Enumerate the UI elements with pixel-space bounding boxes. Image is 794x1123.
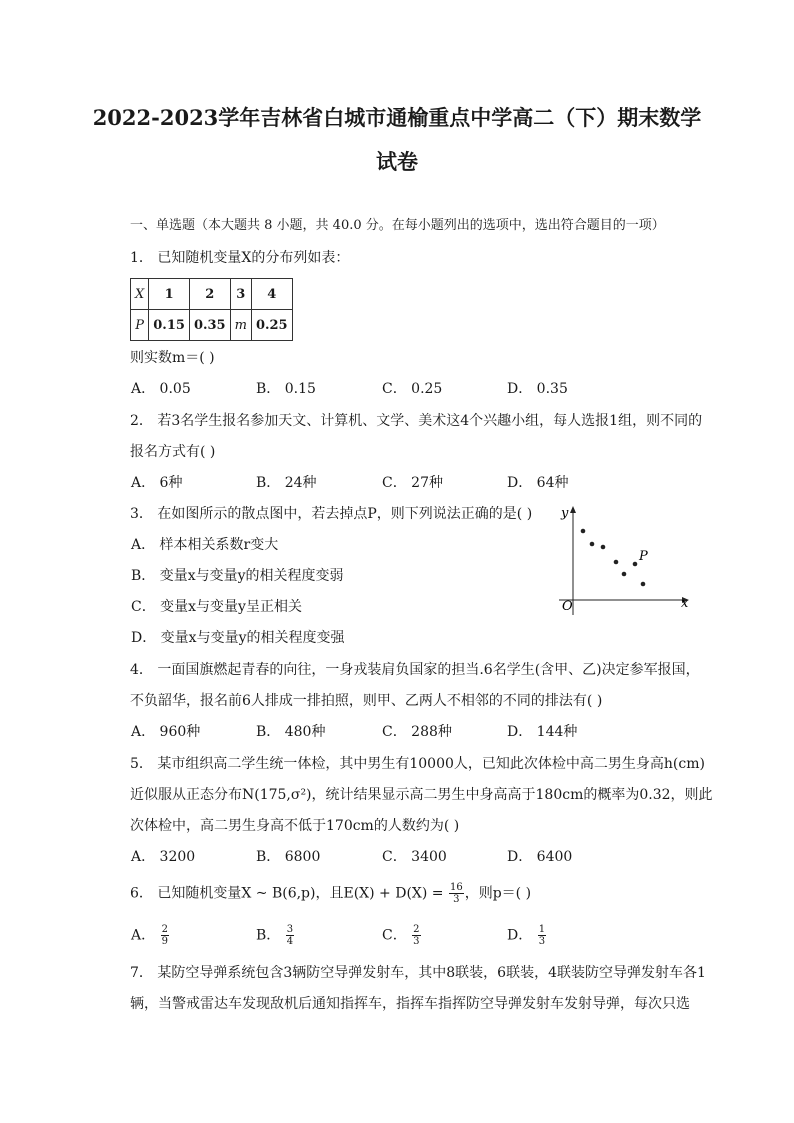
q3-option-c: C． 变量x与变量y呈正相关	[131, 599, 302, 615]
q4-stem-line2: 不负韶华，报名前6人排成一排拍照，则甲、乙两人不相邻的不同的排法有( )	[130, 693, 603, 709]
fraction-denominator: 9	[161, 936, 168, 947]
x-axis-label: x	[681, 596, 689, 611]
q6-option-c	[382, 924, 422, 947]
q5-option-b: B． 6800	[256, 849, 321, 865]
q3-option-b: B． 变量x与变量y的相关程度变弱	[131, 568, 344, 584]
table-row	[131, 279, 293, 310]
q3-option-a: A． 样本相关系数r变大	[131, 537, 279, 553]
scatter-point	[590, 542, 595, 547]
origin-label: O	[562, 599, 573, 614]
q5-option-c: C． 3400	[382, 849, 447, 865]
scatter-point	[622, 572, 627, 577]
q1-option-a: A． 0.05	[131, 381, 191, 397]
q2-stem-line2: 报名方式有( )	[130, 444, 216, 460]
q1-option-b: B． 0.15	[256, 381, 316, 397]
q6-stem	[130, 882, 531, 905]
q5-stem-line2: 近似服从正态分布N(175,σ²)，统计结果显示高二男生中身高高于180cm的概率为0.32，则此	[130, 787, 713, 803]
fraction-numerator: 16	[449, 882, 463, 893]
q5-stem-line3: 次体检中，高二男生身高不低于170cm的人数约为( )	[130, 818, 460, 834]
q6-stem-tail: ，则p＝( )	[464, 885, 532, 902]
table-cell: P	[131, 310, 149, 341]
q5-stem-line1: 5． 某市组织高二学生统一体检，其中男生有10000人，已知此次体检中高二男生身高h(cm)	[130, 756, 705, 772]
q3-stem: 3． 在如图所示的散点图中，若去掉点P，则下列说法正确的是( )	[130, 506, 533, 522]
q6-stem-text: 6． 已知随机变量X ~ B(6,p)，且E(X) + D(X) =	[130, 885, 448, 902]
table-cell: 0.25	[251, 310, 292, 341]
fraction-numerator: 3	[286, 924, 294, 935]
section-heading: 一、单选题（本大题共 8 小题，共 40.0 分。在每小题列出的选项中，选出符合题目的一项）	[130, 218, 665, 233]
q4-option-b: B． 480种	[256, 724, 326, 740]
option-fraction	[161, 924, 169, 947]
scatter-point	[641, 582, 646, 587]
fraction-numerator: 2	[413, 924, 420, 935]
fraction-denominator: 3	[453, 894, 460, 905]
q6-option-d	[507, 924, 547, 947]
q4-option-d: D． 144种	[507, 724, 578, 740]
distribution-table	[130, 278, 293, 341]
scatter-point	[614, 560, 619, 565]
table-row	[131, 310, 293, 341]
scatter-point	[601, 545, 606, 550]
table-cell: 1	[149, 279, 190, 310]
table-cell: 4	[251, 279, 292, 310]
q1-option-d: D． 0.35	[507, 381, 568, 397]
q4-option-c: C． 288种	[382, 724, 452, 740]
q6-option-b	[256, 924, 295, 947]
q6-stem-fraction	[449, 882, 464, 905]
table-cell: 2	[189, 279, 230, 310]
option-label: A．	[131, 927, 156, 944]
q2-option-a: A． 6种	[131, 475, 183, 491]
scatter-plot	[555, 503, 695, 621]
exam-title-line1: 2022-2023学年吉林省白城市通榆重点中学高二（下）期末数学	[92, 105, 702, 130]
table-cell: 0.15	[149, 310, 190, 341]
q7-stem-line2: 辆，当警戒雷达车发现敌机后通知指挥车，指挥车指挥防空导弹发射车发射导弹，每次只选	[130, 996, 690, 1012]
q1-stem: 1． 已知随机变量X的分布列如表：	[130, 250, 350, 266]
table-cell: 0.35	[189, 310, 230, 341]
option-fraction	[286, 924, 294, 947]
q5-option-d: D． 6400	[507, 849, 573, 865]
scatter-point	[581, 529, 586, 534]
table-cell: 3	[230, 279, 251, 310]
q2-stem-line1: 2． 若3名学生报名参加天文、计算机、文学、美术这4个兴趣小组，每人选报1组，则不同的	[130, 413, 703, 429]
q6-option-a	[131, 924, 170, 947]
q1-option-c: C． 0.25	[382, 381, 443, 397]
exam-title-line2: 试卷	[376, 149, 418, 174]
q2-option-b: B． 24种	[256, 475, 317, 491]
fraction-denominator: 3	[413, 936, 420, 947]
y-axis-arrow	[570, 506, 576, 513]
fraction-numerator: 1	[538, 924, 546, 935]
table-cell: m	[230, 310, 251, 341]
q1-ask: 则实数m＝( )	[130, 350, 215, 366]
option-label: C．	[382, 927, 407, 944]
q7-stem-line1: 7． 某防空导弹系统包含3辆防空导弹发射车，其中8联装，6联装，4联装防空导弹发射车各1	[130, 965, 706, 981]
table-cell: X	[131, 279, 149, 310]
fraction-denominator: 4	[286, 936, 294, 947]
fraction-denominator: 3	[538, 936, 546, 947]
q4-option-a: A． 960种	[131, 724, 201, 740]
y-axis-label: y	[561, 506, 569, 521]
point-p-label: P	[639, 549, 648, 564]
fraction-numerator: 2	[161, 924, 168, 935]
option-fraction	[412, 924, 420, 947]
q2-option-d: D． 64种	[507, 475, 569, 491]
q5-option-a: A． 3200	[131, 849, 196, 865]
q4-stem-line1: 4． 一面国旗燃起青春的向往，一身戎装肩负国家的担当.6名学生(含甲、乙)决定参军报国，	[130, 662, 700, 678]
q3-option-d: D． 变量x与变量y的相关程度变强	[131, 630, 345, 646]
scatter-point-p	[633, 562, 638, 567]
q2-option-c: C． 27种	[382, 475, 443, 491]
option-label: D．	[507, 927, 533, 944]
option-fraction	[538, 924, 546, 947]
option-label: B．	[256, 927, 281, 944]
